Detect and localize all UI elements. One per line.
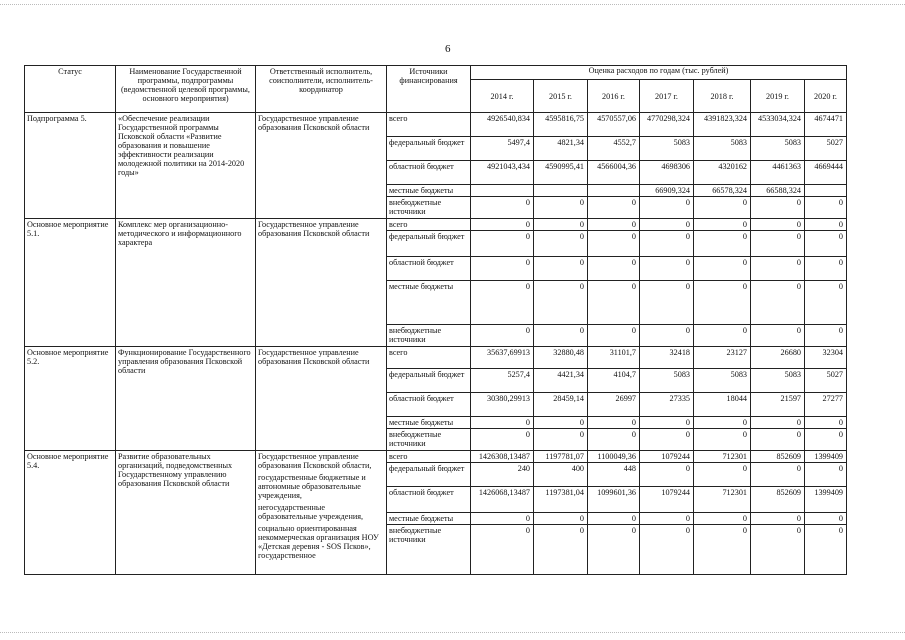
header-executor: Ответственный исполнитель, соисполнители, исполнитель-координатор xyxy=(256,66,387,113)
value-cell: 5083 xyxy=(751,137,805,161)
value-cell: 0 xyxy=(751,197,805,219)
value-cell: 0 xyxy=(694,231,751,257)
value-cell: 4461363 xyxy=(751,161,805,185)
value-cell: 0 xyxy=(805,463,847,487)
value-cell: 0 xyxy=(588,525,640,575)
value-cell: 0 xyxy=(588,257,640,281)
value-cell: 852609 xyxy=(751,487,805,513)
value-cell: 26680 xyxy=(751,347,805,369)
value-cell: 5083 xyxy=(751,369,805,393)
value-cell: 0 xyxy=(805,429,847,451)
value-cell: 0 xyxy=(588,219,640,231)
value-cell: 0 xyxy=(534,417,588,429)
value-cell: 66909,324 xyxy=(640,185,694,197)
funding-source: внебюджетные источники xyxy=(387,429,471,451)
funding-source: внебюджетные источники xyxy=(387,197,471,219)
value-cell: 1197381,04 xyxy=(534,487,588,513)
value-cell: 4421,34 xyxy=(534,369,588,393)
header-estimate: Оценка расходов по годам (тыс. рублей) xyxy=(471,66,847,80)
value-cell: 32880,48 xyxy=(534,347,588,369)
value-cell: 4552,7 xyxy=(588,137,640,161)
funding-source: всего xyxy=(387,347,471,369)
year-header-2019: 2019 г. xyxy=(751,80,805,113)
value-cell: 4590995,41 xyxy=(534,161,588,185)
value-cell: 1099601,36 xyxy=(588,487,640,513)
value-cell: 0 xyxy=(751,231,805,257)
table-row xyxy=(25,219,847,231)
value-cell: 0 xyxy=(805,325,847,347)
value-cell: 240 xyxy=(471,463,534,487)
value-cell: 0 xyxy=(640,325,694,347)
value-cell: 0 xyxy=(588,325,640,347)
value-cell: 0 xyxy=(471,281,534,325)
value-cell: 4669444 xyxy=(805,161,847,185)
value-cell: 4698306 xyxy=(640,161,694,185)
value-cell: 0 xyxy=(471,513,534,525)
funding-source: местные бюджеты xyxy=(387,281,471,325)
value-cell: 0 xyxy=(640,281,694,325)
value-cell: 0 xyxy=(534,231,588,257)
table-row xyxy=(25,113,847,137)
value-cell: 0 xyxy=(751,219,805,231)
header-source: Источники финансирования xyxy=(387,66,471,113)
value-cell: 0 xyxy=(694,429,751,451)
value-cell: 712301 xyxy=(694,487,751,513)
funding-source: федеральный бюджет xyxy=(387,463,471,487)
value-cell: 0 xyxy=(471,231,534,257)
value-cell: 5083 xyxy=(694,369,751,393)
funding-source: областной бюджет xyxy=(387,161,471,185)
value-cell: 0 xyxy=(640,257,694,281)
row-status: Основное мероприятие 5.1. xyxy=(25,219,116,347)
value-cell: 18044 xyxy=(694,393,751,417)
value-cell: 0 xyxy=(751,417,805,429)
value-cell: 0 xyxy=(534,197,588,219)
page-number: 6 xyxy=(445,43,451,55)
executor-line: негосударственные образовательные учреждения, xyxy=(258,503,364,521)
value-cell: 0 xyxy=(534,513,588,525)
header-status: Статус xyxy=(25,66,116,113)
value-cell: 0 xyxy=(471,525,534,575)
value-cell: 0 xyxy=(751,513,805,525)
value-cell: 31101,7 xyxy=(588,347,640,369)
value-cell: 0 xyxy=(694,525,751,575)
funding-source: внебюджетные источники xyxy=(387,525,471,575)
value-cell: 4770298,324 xyxy=(640,113,694,137)
value-cell: 5497,4 xyxy=(471,137,534,161)
value-cell: 1426068,13487 xyxy=(471,487,534,513)
value-cell: 852609 xyxy=(751,451,805,463)
value-cell: 0 xyxy=(534,525,588,575)
row-executor: Государственное управление образования Псковской области xyxy=(256,219,387,347)
value-cell: 0 xyxy=(640,197,694,219)
value-cell: 0 xyxy=(534,281,588,325)
value-cell: 35637,69913 xyxy=(471,347,534,369)
year-header-2016: 2016 г. xyxy=(588,80,640,113)
value-cell: 5257,4 xyxy=(471,369,534,393)
value-cell: 0 xyxy=(805,257,847,281)
value-cell: 4674471 xyxy=(805,113,847,137)
row-program-name: Комплекс мер организационно-методического и информационного характера xyxy=(116,219,256,347)
value-cell: 0 xyxy=(694,281,751,325)
value-cell: 0 xyxy=(640,417,694,429)
value-cell: 0 xyxy=(640,525,694,575)
value-cell: 0 xyxy=(694,417,751,429)
year-header-2018: 2018 г. xyxy=(694,80,751,113)
value-cell: 0 xyxy=(588,417,640,429)
value-cell: 0 xyxy=(805,525,847,575)
value-cell: 0 xyxy=(694,463,751,487)
value-cell xyxy=(588,185,640,197)
value-cell: 0 xyxy=(534,219,588,231)
year-header-2017: 2017 г. xyxy=(640,80,694,113)
scan-edge-top xyxy=(0,4,905,5)
executor-line: государственные бюджетные и автономные образовательные учреждения, xyxy=(258,473,366,500)
value-cell: 0 xyxy=(805,219,847,231)
row-program-name: Функционирование Государственного управления образования Псковской области xyxy=(116,347,256,451)
funding-source: внебюджетные источники xyxy=(387,325,471,347)
funding-source: местные бюджеты xyxy=(387,417,471,429)
value-cell: 1426308,13487 xyxy=(471,451,534,463)
funding-source: всего xyxy=(387,219,471,231)
value-cell: 0 xyxy=(588,513,640,525)
value-cell: 27335 xyxy=(640,393,694,417)
funding-source: всего xyxy=(387,113,471,137)
value-cell: 0 xyxy=(751,325,805,347)
value-cell: 0 xyxy=(640,513,694,525)
funding-source: федеральный бюджет xyxy=(387,137,471,161)
value-cell: 0 xyxy=(805,197,847,219)
value-cell: 5027 xyxy=(805,137,847,161)
value-cell xyxy=(534,185,588,197)
funding-source: всего xyxy=(387,451,471,463)
value-cell xyxy=(805,185,847,197)
value-cell: 32304 xyxy=(805,347,847,369)
value-cell: 27277 xyxy=(805,393,847,417)
row-program-name: Развитие образовательных организаций, подведомственных Государственному управлению образования Псковской области xyxy=(116,451,256,575)
scan-edge-bottom xyxy=(0,632,905,633)
value-cell: 0 xyxy=(588,281,640,325)
year-header-2015: 2015 г. xyxy=(534,80,588,113)
funding-source: федеральный бюджет xyxy=(387,231,471,257)
value-cell: 23127 xyxy=(694,347,751,369)
executor-line: Государственное управление образования Псковской области, xyxy=(258,452,372,470)
row-executor: Государственное управление образования Псковской области xyxy=(256,113,387,219)
value-cell: 4320162 xyxy=(694,161,751,185)
value-cell: 0 xyxy=(805,417,847,429)
value-cell: 0 xyxy=(751,257,805,281)
value-cell: 5083 xyxy=(694,137,751,161)
year-header-2014: 2014 г. xyxy=(471,80,534,113)
value-cell: 0 xyxy=(751,525,805,575)
value-cell xyxy=(471,185,534,197)
value-cell: 0 xyxy=(694,325,751,347)
value-cell: 400 xyxy=(534,463,588,487)
value-cell: 0 xyxy=(694,219,751,231)
value-cell: 1197781,07 xyxy=(534,451,588,463)
value-cell: 0 xyxy=(471,197,534,219)
value-cell: 4566004,36 xyxy=(588,161,640,185)
funding-source: местные бюджеты xyxy=(387,513,471,525)
value-cell: 4104,7 xyxy=(588,369,640,393)
value-cell: 1079244 xyxy=(640,487,694,513)
value-cell: 0 xyxy=(640,219,694,231)
value-cell: 0 xyxy=(471,219,534,231)
value-cell: 0 xyxy=(471,429,534,451)
funding-source: областной бюджет xyxy=(387,393,471,417)
value-cell: 0 xyxy=(471,417,534,429)
value-cell: 4533034,324 xyxy=(751,113,805,137)
value-cell: 21597 xyxy=(751,393,805,417)
funding-source: федеральный бюджет xyxy=(387,369,471,393)
value-cell: 28459,14 xyxy=(534,393,588,417)
value-cell: 1399409 xyxy=(805,487,847,513)
value-cell: 4595816,75 xyxy=(534,113,588,137)
value-cell: 0 xyxy=(588,197,640,219)
table-body xyxy=(25,113,847,575)
value-cell: 0 xyxy=(640,429,694,451)
executor-line: социально ориентированная некоммерческая организация НОУ «Детская деревня - SOS Псков», государственное xyxy=(258,524,379,560)
value-cell: 1100049,36 xyxy=(588,451,640,463)
value-cell: 0 xyxy=(751,281,805,325)
table-row xyxy=(25,451,847,463)
funding-source: областной бюджет xyxy=(387,487,471,513)
value-cell: 0 xyxy=(640,463,694,487)
value-cell: 712301 xyxy=(694,451,751,463)
value-cell: 0 xyxy=(534,429,588,451)
row-executor xyxy=(256,451,387,575)
value-cell: 5083 xyxy=(640,137,694,161)
value-cell: 0 xyxy=(534,325,588,347)
value-cell: 4921043,434 xyxy=(471,161,534,185)
value-cell: 32418 xyxy=(640,347,694,369)
row-status: Основное мероприятие 5.4. xyxy=(25,451,116,575)
value-cell: 0 xyxy=(751,429,805,451)
value-cell: 0 xyxy=(805,281,847,325)
value-cell: 0 xyxy=(588,429,640,451)
value-cell: 66588,324 xyxy=(751,185,805,197)
value-cell: 66578,324 xyxy=(694,185,751,197)
value-cell: 4391823,324 xyxy=(694,113,751,137)
value-cell: 0 xyxy=(805,513,847,525)
value-cell: 0 xyxy=(751,463,805,487)
expenditure-table xyxy=(24,65,847,575)
value-cell: 0 xyxy=(694,197,751,219)
value-cell: 0 xyxy=(805,231,847,257)
value-cell: 0 xyxy=(588,231,640,257)
value-cell: 0 xyxy=(534,257,588,281)
row-status: Подпрограмма 5. xyxy=(25,113,116,219)
value-cell: 0 xyxy=(640,231,694,257)
value-cell: 4570557,06 xyxy=(588,113,640,137)
value-cell: 4926540,834 xyxy=(471,113,534,137)
year-header-2020: 2020 г. xyxy=(805,80,847,113)
row-program-name: «Обеспечение реализации Государственной программы Псковской области «Развитие образования и повышение эффективности реализации молодежной политики на 2014-2020 годы» xyxy=(116,113,256,219)
value-cell: 5083 xyxy=(640,369,694,393)
row-executor: Государственное управление образования Псковской области xyxy=(256,347,387,451)
value-cell: 30380,29913 xyxy=(471,393,534,417)
value-cell: 0 xyxy=(471,325,534,347)
funding-source: областной бюджет xyxy=(387,257,471,281)
funding-source: местные бюджеты xyxy=(387,185,471,197)
value-cell: 5027 xyxy=(805,369,847,393)
value-cell: 0 xyxy=(694,257,751,281)
value-cell: 4821,34 xyxy=(534,137,588,161)
value-cell: 448 xyxy=(588,463,640,487)
value-cell: 1079244 xyxy=(640,451,694,463)
value-cell: 0 xyxy=(471,257,534,281)
value-cell: 0 xyxy=(694,513,751,525)
table-row xyxy=(25,347,847,369)
value-cell: 26997 xyxy=(588,393,640,417)
value-cell: 1399409 xyxy=(805,451,847,463)
header-name: Наименование Государственной программы, подпрограммы (ведомственной целевой программы, основного мероприятия) xyxy=(116,66,256,113)
row-status: Основное мероприятие 5.2. xyxy=(25,347,116,451)
